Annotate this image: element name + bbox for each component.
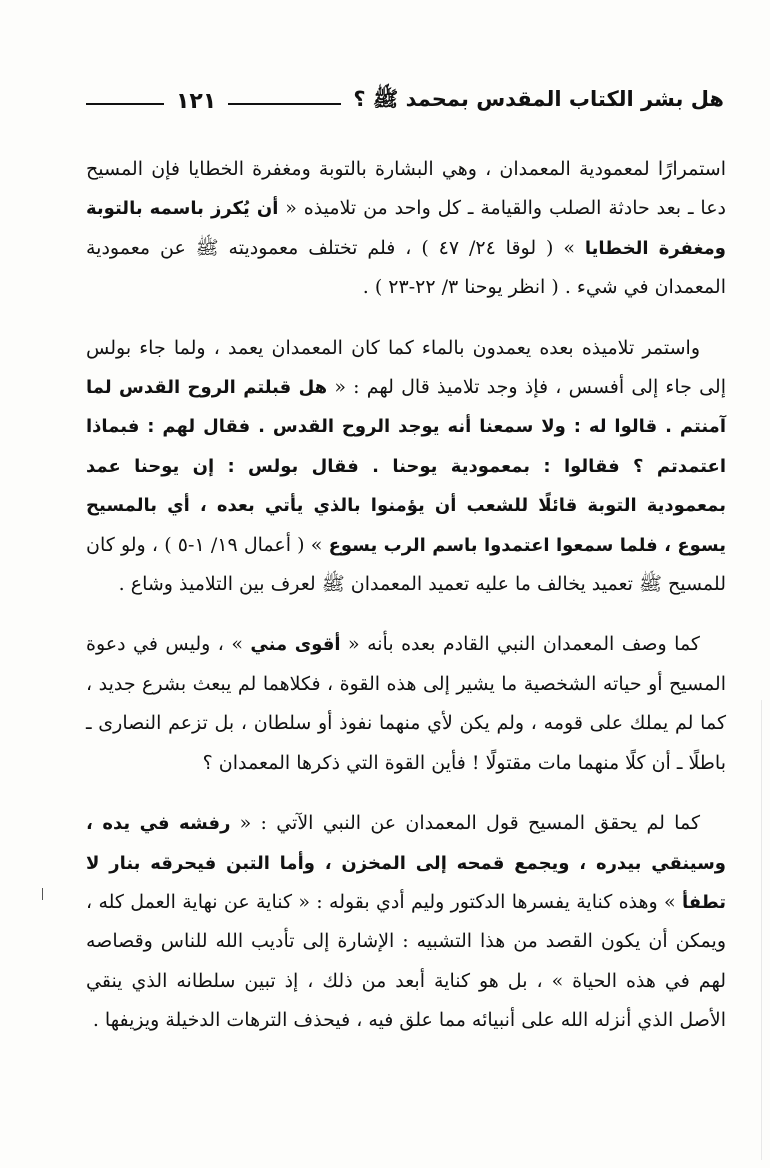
- text-segment: كما وصف المعمدان النبي القادم بعده بأنه «: [340, 633, 700, 656]
- quote-bold: أن يُكرز باسمه بالتوبة ومغفرة الخطايا: [86, 198, 726, 259]
- text-segment: كما لم يحقق المسيح قول المعمدان عن النبي الآتي : «: [230, 812, 700, 835]
- text-segment: » ( لوقا ٢٤/ ٤٧ ) ، فلم تختلف معموديته ﷺ عن معمودية المعمدان في شيء . ( انظر يوحنا ٣/ ٢٢-٢٣ ) .: [86, 236, 726, 299]
- text-segment: استمرارًا لمعمودية المعمدان ، وهي البشارة بالتوبة ومغفرة الخطايا فإن المسيح دعا ـ بعد حادثة الصلب والقيامة ـ كل واحد من تلاميذه «: [86, 158, 726, 220]
- header-rule: [228, 103, 341, 105]
- paragraph: [86, 625, 726, 783]
- text-segment: واستمر تلاميذه بعده يعمدون بالماء كما كان المعمدان يعمد ، ولما جاء بولس إلى جاء إلى أفسس ، فإذ وجد تلاميذ قال لهم : «: [86, 336, 726, 399]
- text-segment: » وهذه كناية يفسرها الدكتور وليم أدي بقوله : « كناية عن نهاية العمل كله ، ويمكن أن يكون القصد من هذا التشبيه : الإشارة إلى تأديب الله للناس وقصاصه لهم في هذه الحياة » ، بل هو كناية أبعد من ذلك ، إذ تبين سلطانه الذي ينقي الأصل الذي أنزله الله على أنبيائه مما علق فيه ، فيحذف الترهات الدخيلة ويزيفها .: [86, 890, 726, 1032]
- paragraph: [86, 329, 726, 605]
- header-rule-end: [86, 103, 164, 105]
- text-segment: » ، وليس في دعوة المسيح أو حياته الشخصية ما يشير إلى هذه القوة ، فكلاهما لم يبعث بشرع جديد ، كما لم يملك على قومه ، ولم يكن لأي منهما نفوذ أو سلطان ، بل تزعم النصارى ـ باطلًا ـ أن كلًا منهما مات مقتولًا ! فأين القوة التي ذكرها المعمدان ؟: [86, 633, 726, 774]
- running-title: هل بشر الكتاب المقدس بمحمد ﷺ ؟: [353, 86, 724, 111]
- page-number: ١٢١: [176, 88, 217, 114]
- paragraph: [86, 804, 726, 1040]
- paragraph: [86, 150, 726, 308]
- quote-bold: أقوى مني: [250, 634, 341, 656]
- text-segment: » ( أعمال ١٩/ ١-٥ ) ، ولو كان للمسيح ﷺ تعميد يخالف ما عليه تعميد المعمدان ﷺ لعرف بين التلاميذ وشاع .: [86, 533, 726, 596]
- running-header: [86, 84, 724, 118]
- scan-edge: [761, 700, 762, 1160]
- quote-bold: هل قبلتم الروح القدس لما آمنتم . قالوا له : ولا سمعنا أنه يوجد الروح القدس . فقال لهم : فبماذا اعتمدتم ؟ فقالوا : بمعمودية يوحنا . فقال بولس : إن يوحنا عمد بمعمودية التوبة قائلًا للشعب أن يؤمنوا بالذي يأتي بعده ، أي بالمسيح يسوع ، فلما سمعوا اعتمدوا باسم الرب يسوع: [86, 377, 727, 556]
- margin-mark: [42, 888, 43, 900]
- quote-bold: رفشه في يده ، وسينقي بيدره ، ويجمع قمحه إلى المخزن ، وأما التبن فيحرقه بنار لا تطفأ: [86, 813, 726, 913]
- body-text: [86, 150, 726, 1062]
